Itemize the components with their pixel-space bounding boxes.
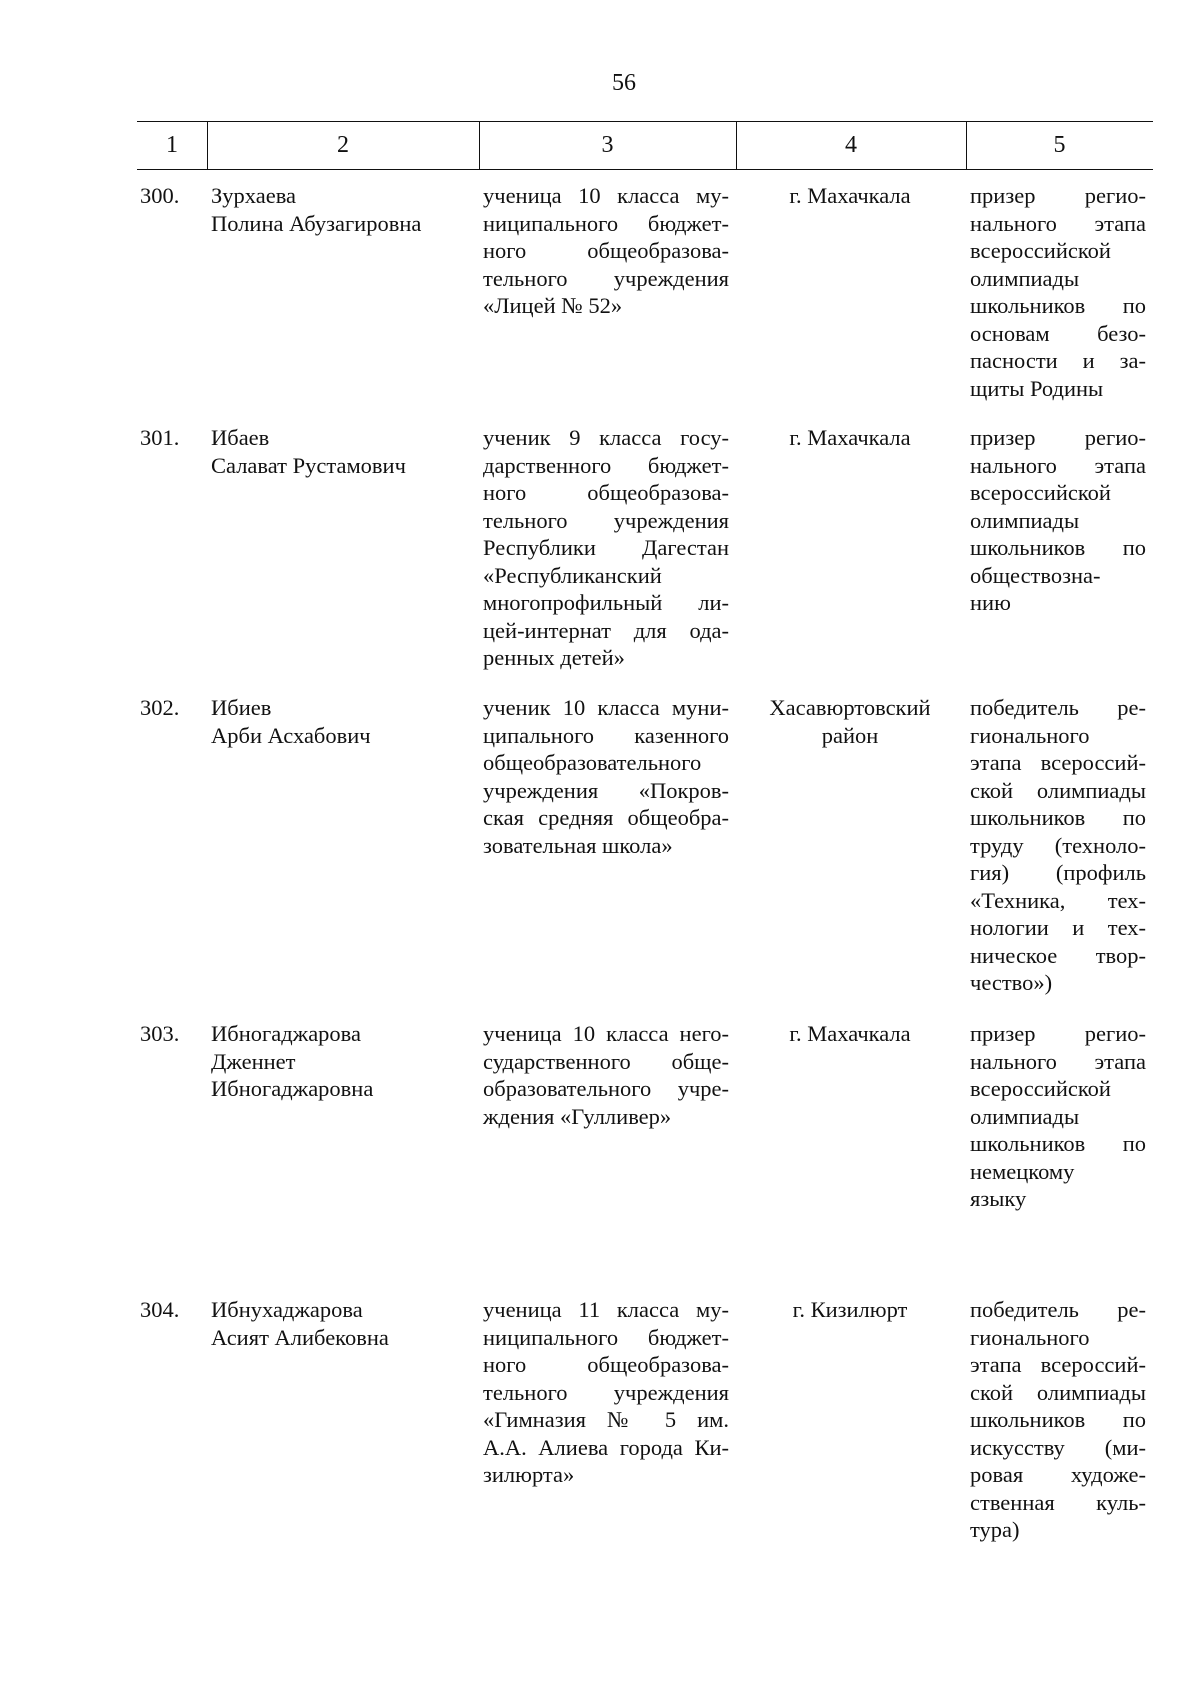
award-status-line: труду (техноло-: [970, 832, 1146, 858]
institution-line: «Республиканский: [483, 562, 662, 588]
institution-line: многопрофильный ли-: [483, 590, 729, 615]
institution-line: общеобразовательного: [483, 750, 702, 775]
institution: [483, 1020, 729, 1130]
award-status: [970, 1296, 1146, 1544]
award-status-line: всероссийской: [970, 238, 1111, 263]
municipality-line: район: [821, 722, 879, 748]
municipality-line: г. Махачкала: [789, 183, 911, 208]
person-name-line: Ибногаджарова: [211, 1021, 361, 1046]
award-status-line: школьников по: [970, 293, 1146, 318]
award-status-line: ровая художе-: [970, 1462, 1146, 1487]
award-status: [970, 182, 1146, 402]
page-number: 56: [612, 70, 636, 96]
person-name-line: Ибиев: [211, 695, 272, 720]
municipality: [740, 694, 960, 749]
institution-line: ного общеобразова-: [483, 238, 729, 263]
person-name-line: Ибногаджаровна: [211, 1076, 374, 1101]
institution-line: ждения «Гулливер»: [483, 1103, 672, 1129]
award-status: [970, 694, 1146, 997]
institution-line: «Гимназия № 5 им.: [483, 1407, 729, 1432]
municipality-line: г. Махачкала: [789, 1021, 911, 1046]
award-status-line: олимпиады: [970, 507, 1080, 533]
award-status-line: ской олимпиады: [970, 1379, 1146, 1405]
institution-line: зовательная школа»: [483, 832, 673, 858]
award-status-line: школьников по: [970, 1131, 1146, 1156]
award-status-line: этапа всероссий-: [970, 1352, 1146, 1377]
award-status-line: нию: [970, 590, 1011, 615]
award-status-line: школьников по: [970, 535, 1146, 560]
institution-line: ренных детей»: [483, 645, 625, 670]
award-status-line: пасности и за-: [970, 348, 1146, 373]
award-status-line: чество»): [970, 970, 1053, 995]
institution-line: тельного учреждения: [483, 265, 729, 291]
award-status-line: нального этапа: [970, 210, 1146, 236]
award-status-line: обществозна-: [970, 562, 1101, 588]
award-status: [970, 1020, 1146, 1213]
award-status-line: победитель ре-: [970, 695, 1146, 720]
municipality: [740, 1020, 960, 1048]
person-name-line: Дженнет: [211, 1048, 296, 1074]
award-status-line: основам безо-: [970, 320, 1146, 346]
award-status-line: тура): [970, 1517, 1020, 1542]
award-status-line: олимпиады: [970, 1103, 1080, 1129]
award-status-line: гия) (профиль: [970, 860, 1146, 885]
award-status-line: щиты Родины: [970, 375, 1104, 401]
award-status-line: призер регио-: [970, 425, 1146, 450]
award-status-line: всероссийской: [970, 1076, 1111, 1101]
institution-line: «Лицей № 52»: [483, 293, 623, 318]
award-status-line: этапа всероссий-: [970, 750, 1146, 775]
person-name-line: Ибнухаджарова: [211, 1297, 363, 1322]
award-status-line: ской олимпиады: [970, 777, 1146, 803]
award-status-line: гионального: [970, 722, 1090, 748]
institution-line: ного общеобразова-: [483, 1352, 729, 1377]
municipality-line: г. Кизилюрт: [792, 1297, 908, 1322]
institution: [483, 694, 729, 859]
person-name: [211, 1296, 471, 1351]
person-name-line: Ибаев: [211, 425, 270, 450]
award-status-line: «Техника, тех-: [970, 887, 1146, 913]
column-header-4: 4: [845, 132, 857, 158]
institution-line: тельного учреждения: [483, 1379, 729, 1405]
award-status-line: гионального: [970, 1324, 1090, 1350]
person-name: [211, 1020, 471, 1103]
row-number: 301.: [140, 425, 180, 450]
institution-line: учреждения «Покров-: [483, 777, 729, 803]
award-status-line: победитель ре-: [970, 1297, 1146, 1322]
award-status-line: призер регио-: [970, 183, 1146, 208]
award-status-line: ническое твор-: [970, 942, 1146, 968]
person-name: [211, 694, 471, 749]
person-name-line: Салават Рустамович: [211, 452, 406, 478]
award-status-line: всероссийской: [970, 480, 1111, 505]
award-status-line: ственная куль-: [970, 1489, 1146, 1515]
municipality: [740, 424, 960, 452]
municipality: [740, 1296, 960, 1324]
municipality-line: г. Махачкала: [789, 425, 911, 450]
award-status-line: нологии и тех-: [970, 915, 1146, 940]
institution-line: тельного учреждения: [483, 507, 729, 533]
institution-line: Республики Дагестан: [483, 535, 729, 560]
municipality-line: Хасавюртовский: [769, 695, 931, 720]
institution-line: ного общеобразова-: [483, 480, 729, 505]
institution-line: зилюрта»: [483, 1462, 575, 1487]
municipality: [740, 182, 960, 210]
institution-line: ученик 10 класса муни-: [483, 695, 729, 720]
award-status-line: нального этапа: [970, 1048, 1146, 1074]
institution-line: ниципального бюджет-: [483, 1324, 729, 1350]
column-header-5: 5: [1053, 132, 1066, 158]
award-status-line: немецкому: [970, 1158, 1075, 1184]
row-number: 304.: [140, 1297, 180, 1322]
column-header-2: 2: [337, 132, 349, 158]
institution: [483, 182, 729, 320]
column-header-1: 1: [166, 132, 178, 158]
award-status-line: языку: [970, 1186, 1027, 1211]
institution-line: ученица 10 класса му-: [483, 183, 729, 208]
institution-line: А.А. Алиева города Ки-: [483, 1434, 729, 1460]
institution-line: ученица 10 класса него-: [483, 1021, 729, 1046]
award-status-line: призер регио-: [970, 1021, 1146, 1046]
person-name-line: Зурхаева: [211, 183, 297, 208]
institution-line: ученица 11 класса му-: [483, 1297, 729, 1322]
award-status-line: нального этапа: [970, 452, 1146, 478]
institution-line: цей-интернат для ода-: [483, 617, 729, 643]
header-bottom-rule: [137, 169, 1153, 170]
column-header-3: 3: [601, 132, 614, 158]
award-status-line: школьников по: [970, 1407, 1146, 1432]
institution-line: ниципального бюджет-: [483, 210, 729, 236]
row-number: 302.: [140, 695, 180, 720]
award-status-line: олимпиады: [970, 265, 1080, 291]
award-status: [970, 424, 1146, 617]
institution: [483, 424, 729, 672]
person-name: [211, 182, 471, 237]
person-name-line: Полина Абузагировна: [211, 210, 422, 236]
award-status-line: школьников по: [970, 805, 1146, 830]
institution-line: ученик 9 класса госу-: [483, 425, 729, 450]
institution-line: дарственного бюджет-: [483, 452, 729, 478]
institution-line: образовательного учре-: [483, 1076, 729, 1101]
row-number: 300.: [140, 183, 180, 208]
person-name-line: Арби Асхабович: [211, 722, 371, 748]
institution-line: ципального казенного: [483, 722, 729, 748]
person-name-line: Асият Алибековна: [211, 1324, 389, 1350]
person-name: [211, 424, 471, 479]
award-status-line: искусству (ми-: [970, 1434, 1146, 1460]
institution-line: ская средняя общеобра-: [483, 805, 729, 830]
row-number: 303.: [140, 1021, 180, 1046]
institution-line: сударственного обще-: [483, 1048, 729, 1074]
institution: [483, 1296, 729, 1489]
